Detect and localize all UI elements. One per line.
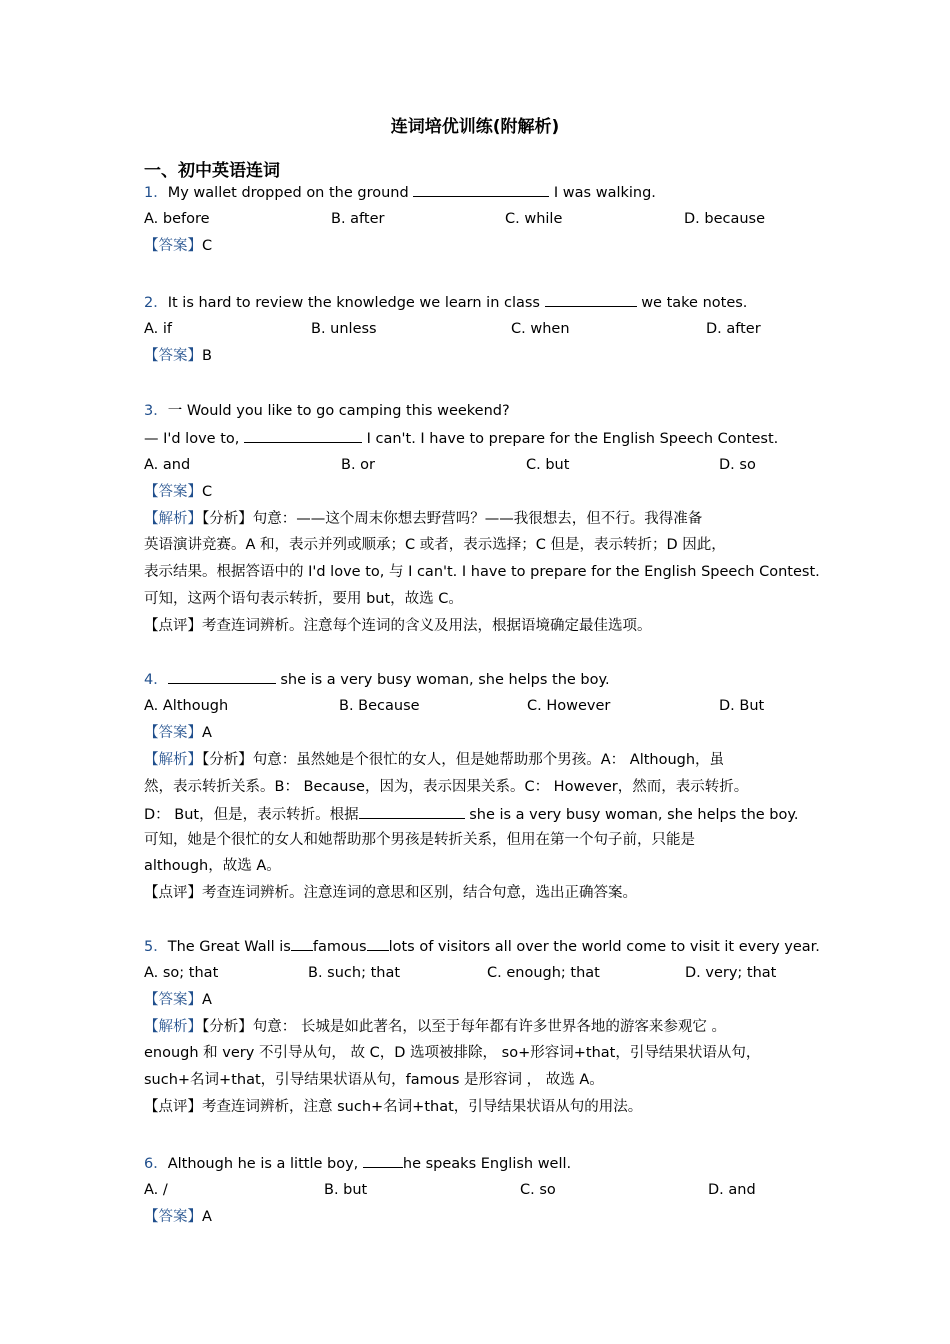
analysis-line: 然，表示转折关系。B： Because，因为，表示因果关系。C： However，然而，表示转折。 (144, 779, 749, 795)
answer-blank (413, 182, 549, 197)
question-2 (144, 292, 747, 313)
question-number: 5． (144, 939, 168, 955)
option-b: B. or (341, 457, 375, 473)
question-stem: My wallet dropped on the ground (167, 185, 409, 201)
question-number: 2． (144, 295, 168, 311)
analysis-line: although，故选 A。 (144, 858, 281, 874)
page-title: 连词培优训练(附解析) (390, 117, 560, 137)
analysis-line: 可知，她是个很忙的女人和她帮助那个男孩是转折关系，但用在第一个句子前，只能是 (144, 832, 695, 848)
question-4 (144, 669, 610, 690)
answer-value: B (202, 348, 212, 364)
question-5 (144, 936, 820, 957)
answer-blank (367, 936, 389, 951)
comment-tag: 【点评】 (144, 1099, 202, 1115)
answer-blank (244, 428, 362, 443)
question-stem: he speaks English well. (402, 1156, 572, 1172)
option-a: A. so; that (144, 965, 219, 981)
answer-blank (545, 292, 637, 307)
answer-line (144, 236, 212, 256)
analysis-line (144, 750, 724, 770)
analysis-line (144, 509, 702, 529)
option-b: B. unless (311, 321, 377, 337)
option-d: D. and (708, 1182, 756, 1198)
option-c: C. so (520, 1182, 556, 1198)
comment-tag: 【点评】 (144, 885, 202, 901)
question-stem: I can't. I have to prepare for the English Speech Contest. (366, 431, 779, 447)
option-c: C. while (505, 211, 563, 227)
option-d: D. so (719, 457, 756, 473)
answer-line (144, 346, 212, 366)
comment-line (144, 616, 652, 636)
answer-value: C (202, 238, 213, 254)
comment-line (144, 1097, 642, 1117)
question-stem: she is a very busy woman, she helps the boy. (280, 672, 610, 688)
option-c: C. when (511, 321, 570, 337)
analysis-text: D： But，但是，表示转折。根据 (144, 807, 359, 823)
analysis-tag: 【解析】 (144, 1019, 202, 1035)
answer-line (144, 990, 212, 1010)
answer-blank (359, 804, 465, 819)
answer-value: C (202, 484, 213, 500)
option-d: D. after (706, 321, 761, 337)
analysis-line: 可知，这两个语句表示转折，要用 but，故选 C。 (144, 591, 463, 607)
option-a: A. Although (144, 698, 229, 714)
analysis-line: 表示结果。根据答语中的 I'd love to, 与 I can't. I have to prepare for the English Speech Contest. (144, 564, 820, 580)
analysis-line (144, 804, 799, 825)
analysis-tag: 【解析】 (144, 752, 202, 768)
option-b: B. after (331, 211, 385, 227)
analysis-text: 【分析】句意：虽然她是个很忙的女人，但是她帮助那个男孩。A： Although，虽 (202, 752, 725, 768)
option-a: A. / (144, 1182, 168, 1198)
option-c: C. enough; that (487, 965, 600, 981)
answer-tag: 【答案】 (144, 1209, 202, 1225)
question-stem: 一 Would you like to go camping this weekend? (167, 403, 510, 419)
answer-tag: 【答案】 (144, 725, 202, 741)
question-stem: we take notes. (641, 295, 748, 311)
section-heading: 一、初中英语连词 (144, 161, 280, 181)
question-3-line-2 (144, 428, 778, 449)
analysis-text: she is a very busy woman, she helps the boy. (469, 807, 799, 823)
option-d: D. because (684, 211, 766, 227)
analysis-line (144, 1017, 726, 1037)
option-a: A. if (144, 321, 173, 337)
answer-tag: 【答案】 (144, 348, 202, 364)
option-d: D. But (719, 698, 765, 714)
question-stem: The Great Wall is (167, 939, 291, 955)
comment-line (144, 883, 637, 903)
question-6 (144, 1153, 571, 1174)
comment-text: 考查连词辨析。注意每个连词的含义及用法，根据语境确定最佳选项。 (202, 618, 652, 634)
answer-value: A (202, 1209, 212, 1225)
option-d: D. very; that (685, 965, 777, 981)
question-stem: I was walking. (553, 185, 656, 201)
question-1 (144, 182, 656, 203)
answer-tag: 【答案】 (144, 238, 202, 254)
answer-tag: 【答案】 (144, 484, 202, 500)
comment-text: 考查连词辨析。注意连词的意思和区别，结合句意，选出正确答案。 (202, 885, 637, 901)
answer-blank (363, 1153, 403, 1168)
question-number: 3． (144, 403, 168, 419)
option-b: B. Because (339, 698, 420, 714)
answer-value: A (202, 725, 212, 741)
question-number: 1． (144, 185, 168, 201)
option-b: B. such; that (308, 965, 401, 981)
question-stem: famous (312, 939, 367, 955)
question-stem: It is hard to review the knowledge we learn in class (167, 295, 540, 311)
comment-text: 考查连词辨析，注意 such+名词+that，引导结果状语从句的用法。 (202, 1099, 643, 1115)
analysis-tag: 【解析】 (144, 511, 202, 527)
analysis-line: 英语演讲竞赛。A 和，表示并列或顺承；C 或者，表示选择；C 但是，表示转折；D 因此， (144, 537, 726, 553)
answer-line (144, 723, 212, 743)
question-number: 6． (144, 1156, 168, 1172)
answer-line (144, 1207, 212, 1227)
question-number: 4． (144, 672, 168, 688)
analysis-text: 【分析】句意： 长城是如此著名，以至于每年都有许多世界各地的游客来参观它 。 (202, 1019, 726, 1035)
answer-value: A (202, 992, 212, 1008)
option-c: C. but (526, 457, 570, 473)
answer-tag: 【答案】 (144, 992, 202, 1008)
comment-tag: 【点评】 (144, 618, 202, 634)
analysis-line: enough 和 very 不引导从句， 故 C，D 选项被排除， so+形容词+that，引导结果状语从句， (144, 1045, 761, 1061)
question-stem: lots of visitors all over the world come to visit it every year. (388, 939, 820, 955)
answer-blank (168, 669, 276, 684)
option-a: A. and (144, 457, 191, 473)
question-stem: — I'd love to, (144, 431, 240, 447)
question-3 (144, 401, 510, 421)
question-stem: Although he is a little boy, (167, 1156, 359, 1172)
analysis-line: such+名词+that，引导结果状语从句，famous 是形容词 ， 故选 A。 (144, 1072, 604, 1088)
option-b: B. but (324, 1182, 368, 1198)
option-c: C. However (527, 698, 611, 714)
option-a: A. before (144, 211, 210, 227)
analysis-text: 【分析】句意：——这个周末你想去野营吗？——我很想去，但不行。我得准备 (202, 511, 703, 527)
answer-blank (291, 936, 313, 951)
answer-line (144, 482, 212, 502)
